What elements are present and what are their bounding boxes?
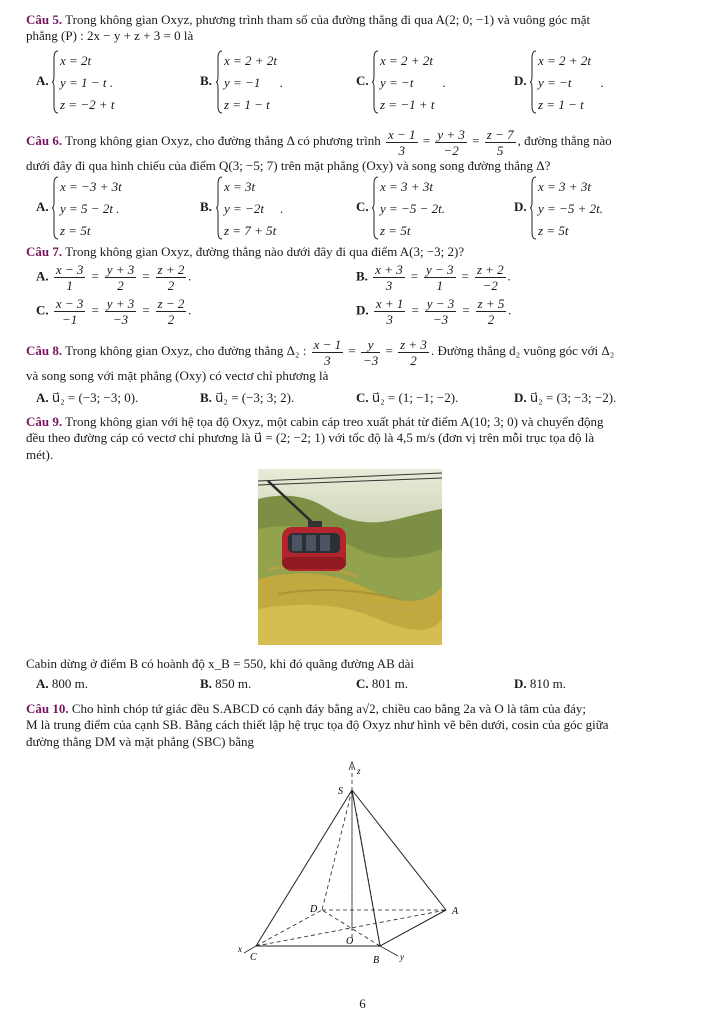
eq-line: z = 1 − t [224,97,270,112]
option-label: C. [356,73,369,88]
fraction: $\frac{y - 3}{-3}$ [426,296,455,327]
brace-icon [372,176,378,240]
fraction: $\frac{z - 2}{2}$ [157,296,185,327]
eq-line: y = −5 − 2t. [380,201,445,216]
option-label: D. [514,676,527,691]
option-d[interactable] [514,676,566,692]
eq-line: y = −1 . [224,75,284,90]
option-label: D. [514,199,527,214]
eq-line: x = 2 + 2t [224,53,277,68]
option-label: C. [356,390,369,405]
fraction: $\frac{z - 7}{5}$ [486,126,514,158]
cable-car-image [258,469,442,645]
eq-line: y = −t . [380,75,446,90]
eq-line: z = 5t [60,223,91,238]
option-label: B. [200,676,212,691]
option-label: B. [200,73,212,88]
option-label: D. [514,390,527,405]
eq-line: z = −1 + t [380,97,435,112]
question-9 [26,414,698,463]
fraction: $\frac{y - 3}{1}$ [426,262,454,293]
edge-CD [256,910,322,946]
eq-line: x = 2t [60,53,92,68]
eq-line: z = −2 + t [60,97,115,112]
option-text: 801 m. [371,676,409,691]
option-b[interactable] [200,676,251,692]
option-a[interactable]: A. $\frac{x - 3}{1}$ = $\frac{y + 3}{2}$ = $\frac{z + 2}{2}$ . [36,262,192,293]
label-O: O [346,936,354,947]
option-label: D. [514,73,527,88]
option-label: A. [36,268,49,284]
question-10 [26,701,698,750]
question-5 [26,12,698,112]
label-A: A [452,906,459,917]
question-text: . Đường thẳng d₂ vuông góc với Δ₂ [430,343,615,358]
brace-icon [52,176,58,240]
eq-line: x = 2 + 2t [538,53,591,68]
option-label: B. [356,268,368,284]
options-row [26,176,698,242]
option-label: C. [36,302,49,318]
option-a[interactable] [36,390,138,406]
question-text: phẳng (P) : 2x − y + z + 3 = 0 là [26,28,194,44]
question-text: đều theo đường cáp có vectơ chỉ phương là u⃗ = (2; −2; 1) với tốc độ là 4,5 m/s (đơn vị trên mỗi trục tọa độ là [26,430,595,446]
label-B: B [373,955,380,966]
question-label: Câu 7. [26,244,63,259]
option-text: u⃗₂ = (−3; −3; 0). [51,390,139,405]
fraction: $\frac{x + 1}{3}$ [375,296,404,327]
eq-line: x = 3t [224,179,256,194]
eq-line: y = −2t . [224,201,284,216]
question-text: Trong không gian Oxyz, cho đường thẳng Δ có phương trình [65,133,381,148]
question-text: Cho hình chóp tứ giác đều S.ABCD có cạnh đáy bằng a√2, chiều cao bằng 2a và O là tâm của đáy; [71,701,587,716]
label-x: x [238,944,242,954]
question-label: Câu 9. [26,414,63,429]
question-label: Câu 8. [26,343,63,358]
question-8: Câu 8. Trong không gian Oxyz, cho đường thẳng Δ₂ : $\frac{x - 1}{3}$ = $\frac{y}{-3}$ = $\frac{z + 3}{2}$ . Đường thẳng d₂ vuông góc với Δ₂ và song song với mặt phẳng (Oxy) có vectơ chỉ phương là A. u⃗₂ = (−3; −3; 0). B. u⃗₂ = (−3; 3; 2). C. u⃗₂ = (1; −1; −2). D. u⃗₂ = (3; −3; −2). [26,334,698,384]
edge-BA [380,910,446,946]
option-label: C. [356,199,369,214]
question-text: Trong không gian Oxyz, phương trình tham số của đường thẳng đi qua A(2; 0; −1) và vuông góc mặt [65,12,591,27]
brace-icon [52,50,58,114]
option-text: u⃗₂ = (3; −3; −2). [529,390,617,405]
eq-line: z = 1 − t [538,97,584,112]
option-label: A. [36,676,49,691]
brace-icon [216,176,222,240]
option-label: D. [356,302,369,318]
cable-car-photo [258,469,442,645]
fraction: $\frac{x - 3}{1}$ [55,262,84,293]
option-d[interactable]: D. $\frac{x + 1}{3}$ = $\frac{y - 3}{-3}$ = $\frac{z + 5}{2}$ . [356,296,512,327]
fraction: $\frac{x - 1}{3}$ [387,126,416,158]
fraction: $\frac{z + 3}{2}$ [400,336,427,368]
option-b[interactable] [200,390,294,406]
pyramid-figure [230,760,480,975]
eq-line: x = 3 + 3t [538,179,591,194]
option-text: 810 m. [529,676,567,691]
question-text: dưới đây đi qua hình chiếu của điểm Q(3; −5; 7) trên mặt phẳng (Oxy) và song song đường thẳng Δ? [26,158,551,173]
label-D: D [310,904,318,915]
option-label: A. [36,390,49,405]
option-a[interactable] [36,676,88,692]
fraction: $\frac{y + 3}{-2}$ [437,126,465,158]
option-label: A. [36,199,49,214]
edge-SC [256,790,352,946]
fraction: $\frac{z + 5}{2}$ [477,296,505,327]
options-row [26,50,698,116]
question-label: Câu 5. [26,12,63,27]
brace-icon [216,50,222,114]
option-b[interactable]: B. $\frac{x + 3}{3}$ = $\frac{y - 3}{1}$ = $\frac{z + 2}{-2}$ . [356,262,511,293]
eq-line: z = 5t [538,223,569,238]
question-label: Câu 10. [26,701,69,716]
brace-icon [372,50,378,114]
option-text: 850 m. [215,676,252,691]
question-6: Câu 6. Trong không gian Oxyz, cho đường thẳng Δ có phương trình $\frac{x - 1}{3}$ = $\frac{y + 3}{-2}$ = $\frac{z - 7}{5}$ , đường thẳng nào dưới đây đi qua hình chiếu của điểm Q(3; −5; 7) trên mặt phẳng (Oxy) và song song đường thẳng Δ? A. x = −3 + 3t y = 5 − 2t . z = 5t B. x = 3t y = −2t . z = 7 + 5t C. x = 3 + 3t y = −5 − 2t. z = 5t D. x = 3 + 3t y = −5 + 2t. z = 5t [26,124,698,174]
eq-line: x = 3 + 3t [380,179,433,194]
fraction: $\frac{y + 3}{-3}$ [106,296,135,327]
question-text: Cabin dừng ở điểm B có hoành độ x_B = 550, khi đó quãng đường AB dài [26,656,414,671]
edge-SD [322,790,352,910]
question-text: mét). [26,446,54,462]
edge-SA [352,790,446,910]
brace-icon [530,176,536,240]
page-number: 6 [359,996,366,1011]
question-text: đường thẳng DM và mặt phẳng (SBC) bằng [26,733,255,749]
eq-line: y = 1 − t . [60,75,113,90]
question-text: Trong không gian Oxyz, cho đường thẳng Δ₂ : [65,343,307,358]
eq-line: y = −5 + 2t. [538,201,603,216]
option-label: B. [200,199,212,214]
eq-line: x = −3 + 3t [60,179,122,194]
option-c[interactable] [356,676,408,692]
question-7 [26,244,698,327]
edge-SB [352,790,380,946]
question-text: Trong không gian Oxyz, đường thẳng nào dưới đây đi qua điểm A(3; −3; 2)? [65,244,465,259]
option-label: C. [356,676,369,691]
eq-line: z = 5t [380,223,411,238]
label-C: C [250,952,257,963]
option-c[interactable] [356,390,458,406]
question-text: Trong không gian với hệ tọa độ Oxyz, một cabin cáp treo xuất phát từ điểm A(10; 3; 0) và chuyển động [65,414,604,429]
fraction: $\frac{y}{-3}$ [362,336,379,368]
option-text: 800 m. [51,676,89,691]
fraction: $\frac{x + 3}{3}$ [375,262,403,293]
option-d[interactable] [514,390,616,406]
option-c[interactable]: C. $\frac{x - 3}{-1}$ = $\frac{y + 3}{-3}$ = $\frac{z - 2}{2}$ . [36,296,192,327]
y-axis [380,946,398,956]
option-text: u⃗₂ = (−3; 3; 2). [215,390,295,405]
brace-icon [530,50,536,114]
label-y: y [400,952,404,962]
fraction: $\frac{z + 2}{-2}$ [476,262,504,293]
question-text: M là trung điểm của cạnh SB. Bằng cách thiết lập hệ trục tọa độ Oxyz như hình vẽ bên dưới, cosin của góc giữa [26,717,609,733]
question-text: và song song với mặt phẳng (Oxy) có vectơ chỉ phương là [26,368,329,383]
option-text: u⃗₂ = (1; −1; −2). [371,390,459,405]
fraction: $\frac{z + 2}{2}$ [157,262,185,293]
question-label: Câu 6. [26,133,63,148]
label-S: S [338,786,343,797]
label-z: z [357,766,361,776]
fraction: $\frac{x - 1}{3}$ [313,336,342,368]
eq-line: y = −t . [538,75,604,90]
eq-line: x = 2 + 2t [380,53,433,68]
fraction: $\frac{y + 3}{2}$ [106,262,135,293]
question-9-continued [26,656,698,691]
eq-line: y = 5 − 2t . [60,201,120,216]
option-label: B. [200,390,212,405]
eq-line: z = 7 + 5t [224,223,277,238]
question-text: , đường thẳng nào [517,133,612,148]
fraction: $\frac{x - 3}{-1}$ [55,296,84,327]
option-label: A. [36,73,49,88]
